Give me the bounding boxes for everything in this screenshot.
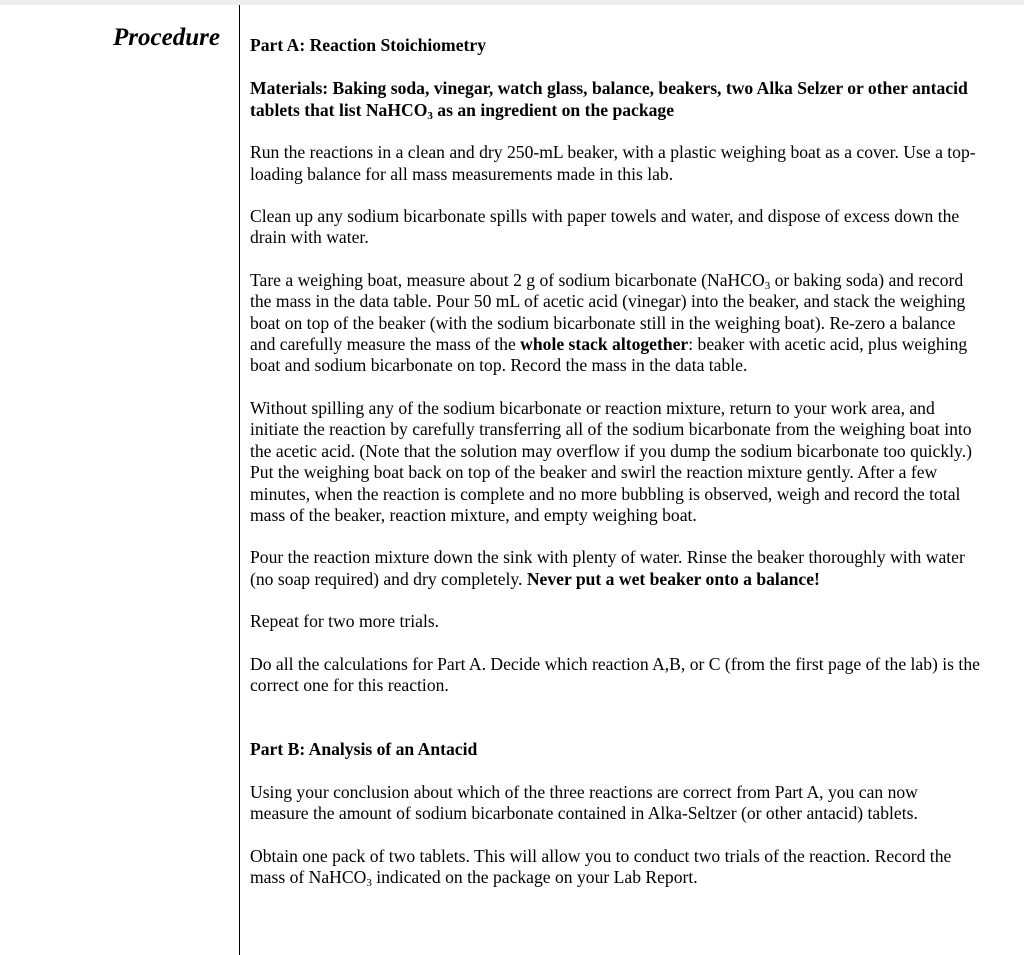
materials-paragraph xyxy=(250,78,980,121)
materials-text-end: as an ingredient on the package xyxy=(432,99,675,120)
procedure-content xyxy=(250,35,980,888)
cleanup-paragraph: Clean up any sodium bicarbonate spills with paper towels and water, and dispose of excess down the drain with water. xyxy=(250,206,960,248)
document-page xyxy=(0,5,1024,955)
section-heading: Procedure xyxy=(113,24,220,51)
materials-text: Materials: Baking soda, vinegar, watch glass, balance, beakers, two Alka Selzer or other antacid tablets that list NaHCO xyxy=(250,78,968,120)
tare-text-3: : beaker with acetic acid, plus weighing boat and sodium bicarbonate on top. Record the mass in the data table. xyxy=(250,334,968,376)
vertical-rule xyxy=(239,5,240,955)
repeat-paragraph: Repeat for two more trials. xyxy=(250,611,440,632)
materials-subscript: 3 xyxy=(427,109,433,122)
tare-text-2: or baking soda) and record the mass in the data table. Pour 50 mL of acetic acid (vinegar) into the beaker, and stack the weighing boat on top of the beaker (with the sodium bicarbonate still in the weighing boat). Re-zero a balance and carefully measure the mass of the xyxy=(250,269,966,355)
calc-paragraph: Do all the calculations for Part A. Decide which reaction A,B, or C (from the first page of the lab) is the correct one for this reaction. xyxy=(250,653,980,695)
obtain-subscript: 3 xyxy=(366,876,372,889)
obtain-paragraph xyxy=(250,846,980,889)
part-b-title: Part B: Analysis of an Antacid xyxy=(250,739,478,760)
obtain-text-2: indicated on the package on your Lab Report. xyxy=(371,866,698,887)
part-a-title: Part A: Reaction Stoichiometry xyxy=(250,35,486,55)
without-paragraph: Without spilling any of the sodium bicarbonate or reaction mixture, return to your work area, and initiate the reaction by carefully transferring all of the sodium bicarbonate from the weighing boat into the acetic acid. (Note that the solution may overflow if you dump the sodium bicarbonate too quickly.) Put the weighing boat back on top of the beaker and swirl the reaction mixture gently. After a few minutes, when the reaction is complete and no more bubbling is observed, weigh and record the total mass of the beaker, reaction mixture, and empty weighing boat. xyxy=(250,397,972,525)
pour-text: Pour the reaction mixture down the sink with plenty of water. Rinse the beaker thoroughly with water (no soap required) and dry completely. xyxy=(250,547,965,589)
obtain-text-1: Obtain one pack of two tablets. This will allow you to conduct two trials of the reaction. Record the mass of NaHCO xyxy=(250,845,952,887)
run-paragraph: Run the reactions in a clean and dry 250-mL beaker, with a plastic weighing boat as a cover. Use a top-loading balance for all mass measurements made in this lab. xyxy=(250,142,976,184)
using-paragraph: Using your conclusion about which of the three reactions are correct from Part A, you can now measure the amount of sodium bicarbonate contained in Alka-Seltzer (or other antacid) tablets. xyxy=(250,781,918,824)
pour-paragraph xyxy=(250,547,980,590)
tare-text-1: Tare a weighing boat, measure about 2 g of sodium bicarbonate (NaHCO xyxy=(250,269,765,290)
tare-subscript: 3 xyxy=(764,279,771,292)
tare-bold-text: whole stack altogether xyxy=(520,334,689,355)
pour-warning: Never put a wet beaker onto a balance! xyxy=(526,568,820,589)
tare-paragraph xyxy=(250,270,980,377)
